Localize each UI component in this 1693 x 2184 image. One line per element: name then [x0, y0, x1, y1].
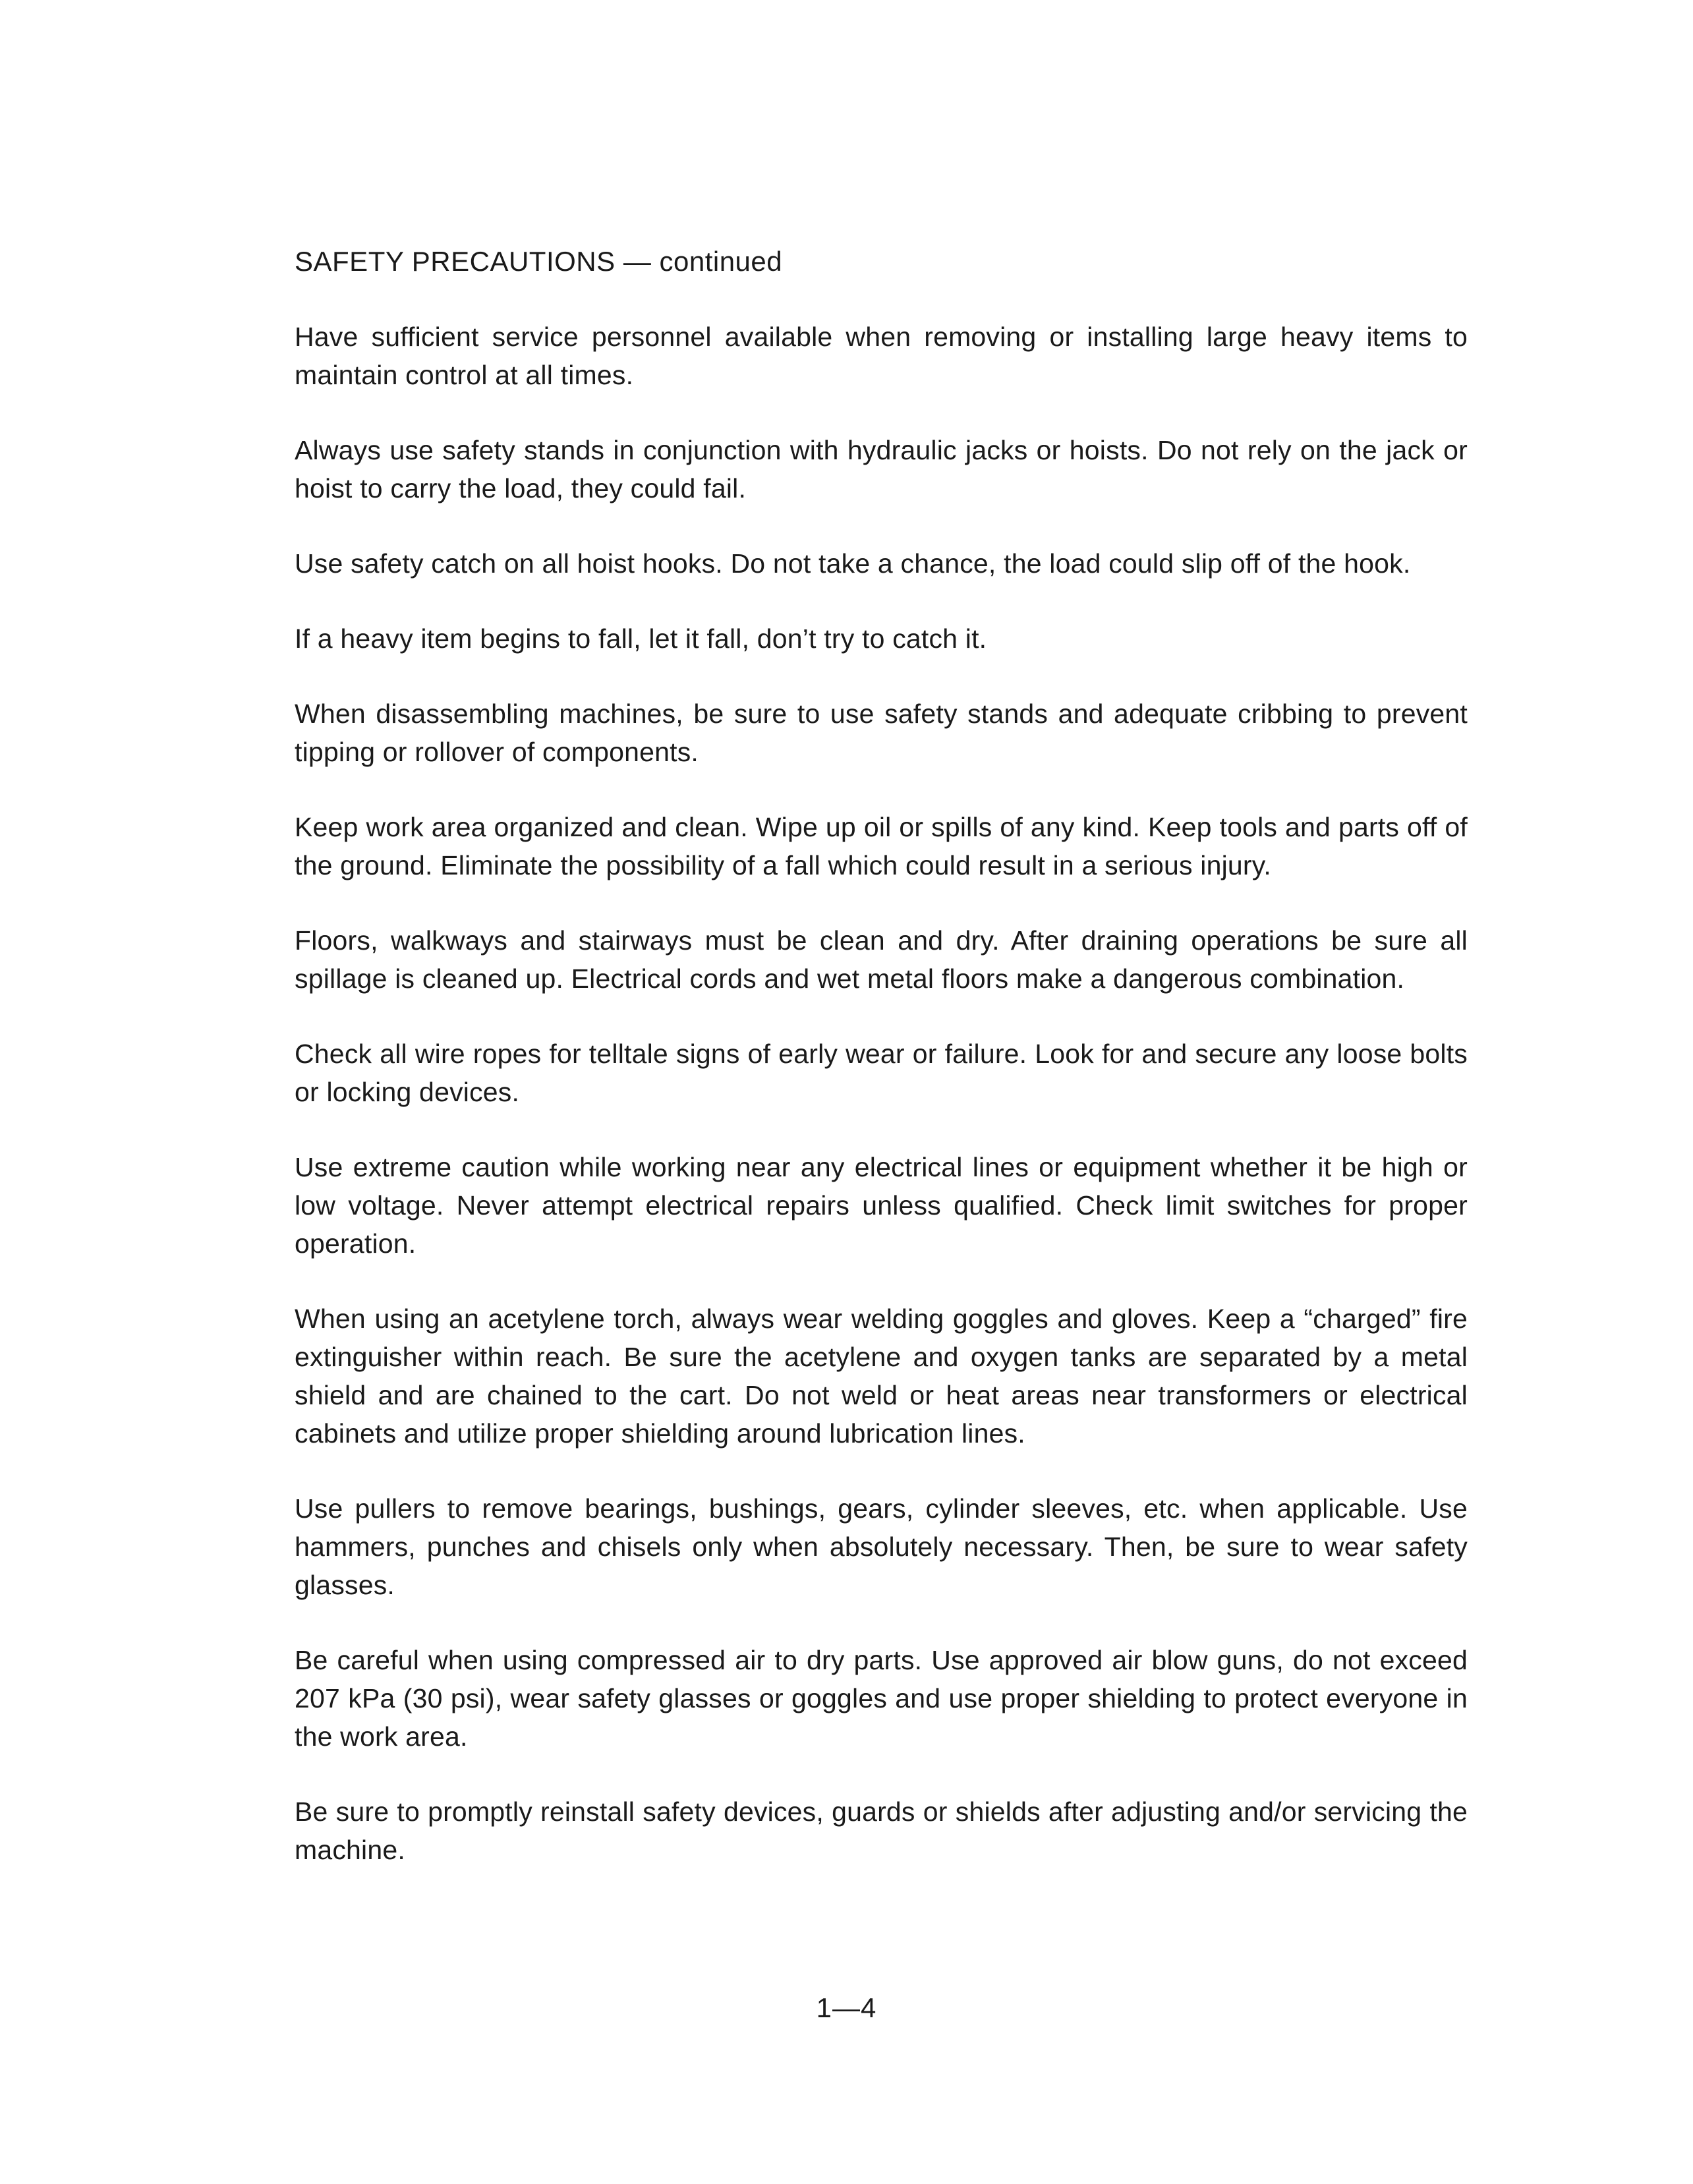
paragraph-disassembling: When disassembling machines, be sure to use safety stands and adequate cribbing to prevent tipping or rollover of components.: [295, 699, 1468, 767]
paragraph-falling-item: If a heavy item begins to fall, let it fall, don’t try to catch it.: [295, 623, 987, 654]
document-body: [295, 243, 1468, 1906]
paragraph-pullers: Use pullers to remove bearings, bushings, gears, cylinder sleeves, etc. when applicable. Use hammers, punches and chisels only when absolutely necessary. Then, be sure to wear safety glasses.: [295, 1493, 1468, 1600]
page-number: 1—4: [816, 1992, 877, 2023]
paragraph-electrical: Use extreme caution while working near any electrical lines or equipment whether it be high or low voltage. Never attempt electrical repairs unless qualified. Check limit switches for proper operation.: [295, 1152, 1468, 1259]
paragraph-wire-ropes: Check all wire ropes for telltale signs of early wear or failure. Look for and secure any loose bolts or locking devices.: [295, 1039, 1468, 1107]
paragraph-acetylene-torch: When using an acetylene torch, always wear welding goggles and gloves. Keep a “charged” fire extinguisher within reach. Be sure the acetylene and oxygen tanks are separated by a metal shield and are chained to the cart. Do not weld or heat areas near transformers or electrical cabinets and utilize proper shielding around lubrication lines.: [295, 1304, 1468, 1449]
paragraph-floors: Floors, walkways and stairways must be clean and dry. After draining operations be sure all spillage is cleaned up. Electrical cords and wet metal floors make a dangerous combination.: [295, 925, 1468, 994]
paragraph-personnel: Have sufficient service personnel available when removing or installing large heavy items to maintain control at all times.: [295, 322, 1468, 390]
paragraph-work-area: Keep work area organized and clean. Wipe up oil or spills of any kind. Keep tools and parts off of the ground. Eliminate the possibility of a fall which could result in a serious injury.: [295, 812, 1468, 880]
paragraph-compressed-air: Be careful when using compressed air to dry parts. Use approved air blow guns, do not exceed 207 kPa (30 psi), wear safety glasses or goggles and use proper shielding to protect everyone in the work area.: [295, 1645, 1468, 1752]
paragraph-reinstall-devices: Be sure to promptly reinstall safety devices, guards or shields after adjusting and/or servicing the machine.: [295, 1796, 1468, 1865]
section-heading: SAFETY PRECAUTIONS — continued: [295, 246, 783, 277]
paragraph-safety-stands: Always use safety stands in conjunction with hydraulic jacks or hoists. Do not rely on the jack or hoist to carry the load, they could fail.: [295, 435, 1468, 503]
paragraph-hoist-hooks: Use safety catch on all hoist hooks. Do not take a chance, the load could slip off of the hook.: [295, 548, 1411, 579]
